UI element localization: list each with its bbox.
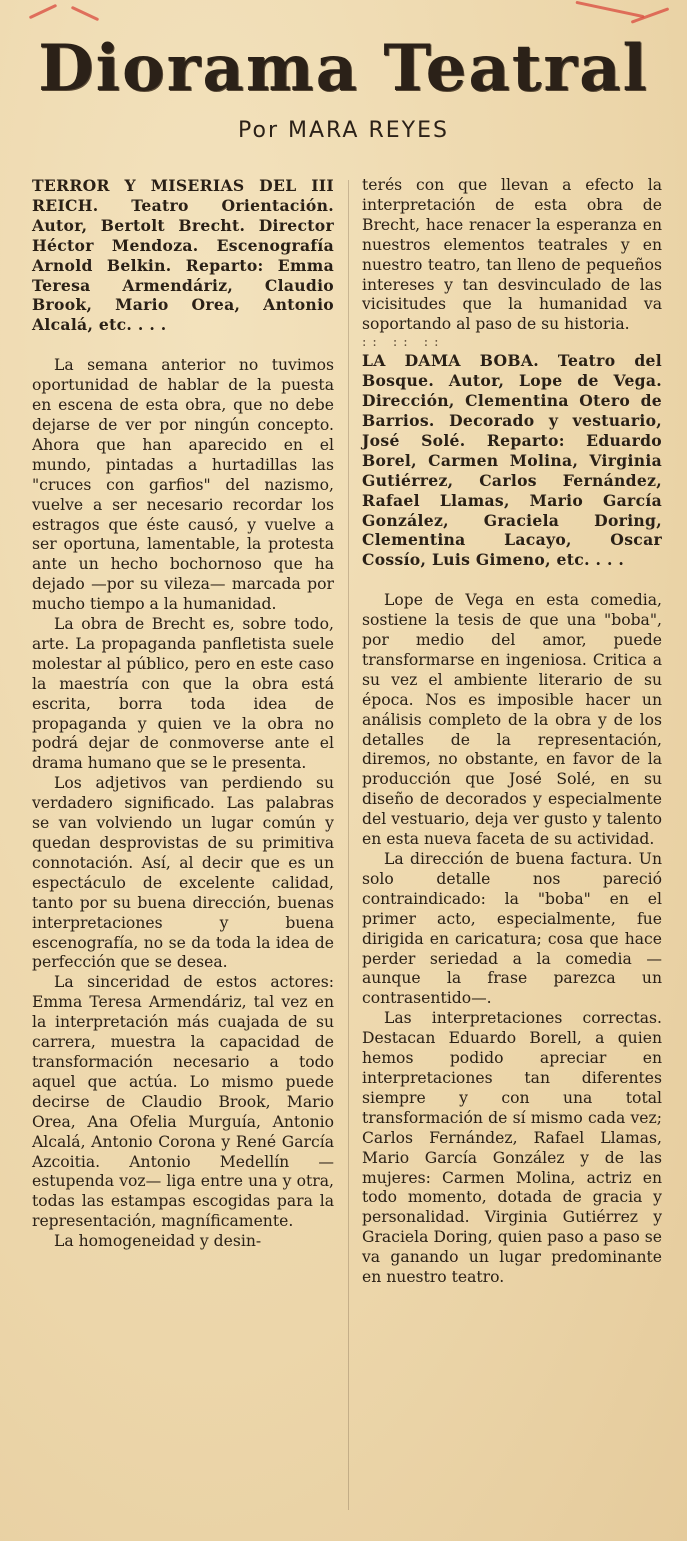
page-title: Diorama Teatral [38, 31, 649, 106]
article-paragraph: La obra de Brecht es, sobre todo, arte. La propaganda panfletista suele molestar al público, pero en este caso la maestría con que la obra está escrita, borra toda idea de propaganda y quien ve la obra no podrá dejar de conmoverse ante el drama humano que se le presenta. [32, 615, 334, 773]
article-paragraph: La semana anterior no tuvimos oportunidad de hablar de la puesta en escena de esta obra, que no debe dejarse de ver por ningún concepto. Ahora que han aparecido en el mundo, pintadas a hurtadillas las "cruces con garfios" del nazismo, vuelve a ser necesario recordar los estragos que éste causó, y vuelve a ser oportuna, lamentable, la protesta ante un hecho bochornoso que ha dejado —por su vileza— marcada por mucho tiempo a la humanidad. [32, 356, 334, 614]
section-separator: :: :: :: [362, 335, 445, 351]
red-pencil-mark-left-2 [71, 6, 99, 21]
article-paragraph: La dirección de buena factura. Un solo detalle nos pareció contraindicado: la "boba" en el primer acto, especialmente, fue dirigida en caricatura; cosa que hace perder seriedad a la comedia —aunque la frase parezca un contrasentido—. [362, 850, 662, 1008]
column-divider [348, 180, 349, 1510]
right-column [362, 176, 662, 1288]
article-paragraph: Lope de Vega en esta comedia, sostiene la tesis de que una "boba", por medio del amor, puede transformarse en ingeniosa. Critica a su vez el ambiente literario de su época. Nos es imposible hacer un análisis completo de la obra y de los detalles de la representación, diremos, no obstante, en favor de la producción que José Solé, en su diseño de decorados y especialmente del vestuario, deja ver gusto y talento en esta nueva faceta de su actividad. [362, 591, 662, 849]
article-paragraph: Los adjetivos van perdiendo su verdadero significado. Las palabras se van volviendo un lugar común y quedan desprovistas de su primitiva connotación. Así, al decir que es un espectáculo de excelente calidad, tanto por su buena dirección, buenas interpretaciones y buena escenografía, no se da toda la idea de perfección que se desea. [32, 774, 334, 972]
article-paragraph: Las interpretaciones correctas. Destacan Eduardo Borell, a quien hemos podido apreciar en interpretaciones tan diferentes siempre y con una total transformación de sí mismo cada vez; Carlos Fernández, Rafael Llamas, Mario García González y de las mujeres: Carmen Molina, actriz en todo momento, dotada de gracia y personalidad. Virginia Gutiérrez y Graciela Doring, quien paso a paso se va ganando un lugar predominante en nuestro teatro. [362, 1009, 662, 1287]
production-credits: TERROR Y MISERIAS DEL III REICH. Teatro Orientación. Autor, Bertolt Brecht. Director Héctor Mendoza. Escenografía Arnold Belkin. Reparto: Emma Teresa Armendáriz, Claudio Brook, Mario Orea, Antonio Alcalá, etc. . . . [32, 176, 334, 335]
left-column [32, 176, 334, 1252]
red-pencil-mark-right [575, 1, 644, 18]
red-pencil-mark-left [29, 4, 57, 19]
byline: Por MARA REYES [238, 118, 449, 143]
article-paragraph: La homogeneidad y desin- [54, 1232, 262, 1251]
production-credits: LA DAMA BOBA. Teatro del Bosque. Autor, Lope de Vega. Dirección, Clementina Otero de Barrios. Decorado y vestuario, José Solé. Reparto: Eduardo Borel, Carmen Molina, Virginia Gutiérrez, Carlos Fernández, Rafael Llamas, Mario García González, Graciela Doring, Clementina Lacayo, Oscar Cossío, Luis Gimeno, etc. . . . [362, 351, 662, 570]
continued-paragraph: terés con que llevan a efecto la interpretación de esta obra de Brecht, hace renacer la esperanza en nuestros elementos teatrales y en nuestro teatro, tan lleno de pequeños intereses y tan desvinculado de las vicisitudes que la humanidad va soportando al paso de su historia. [362, 176, 662, 334]
article-paragraph: La sinceridad de estos actores: Emma Teresa Armendáriz, tal vez en la interpretación más cuajada de su carrera, muestra la capacidad de transformación necesario a todo aquel que actúa. Lo mismo puede decirse de Claudio Brook, Mario Orea, Ana Ofelia Murguía, Antonio Alcalá, Antonio Corona y René García Azcoitia. Antonio Medellín —estupenda voz— liga entre una y otra, todas las estampas escogidas para la representación, magníficamente. [32, 973, 334, 1231]
